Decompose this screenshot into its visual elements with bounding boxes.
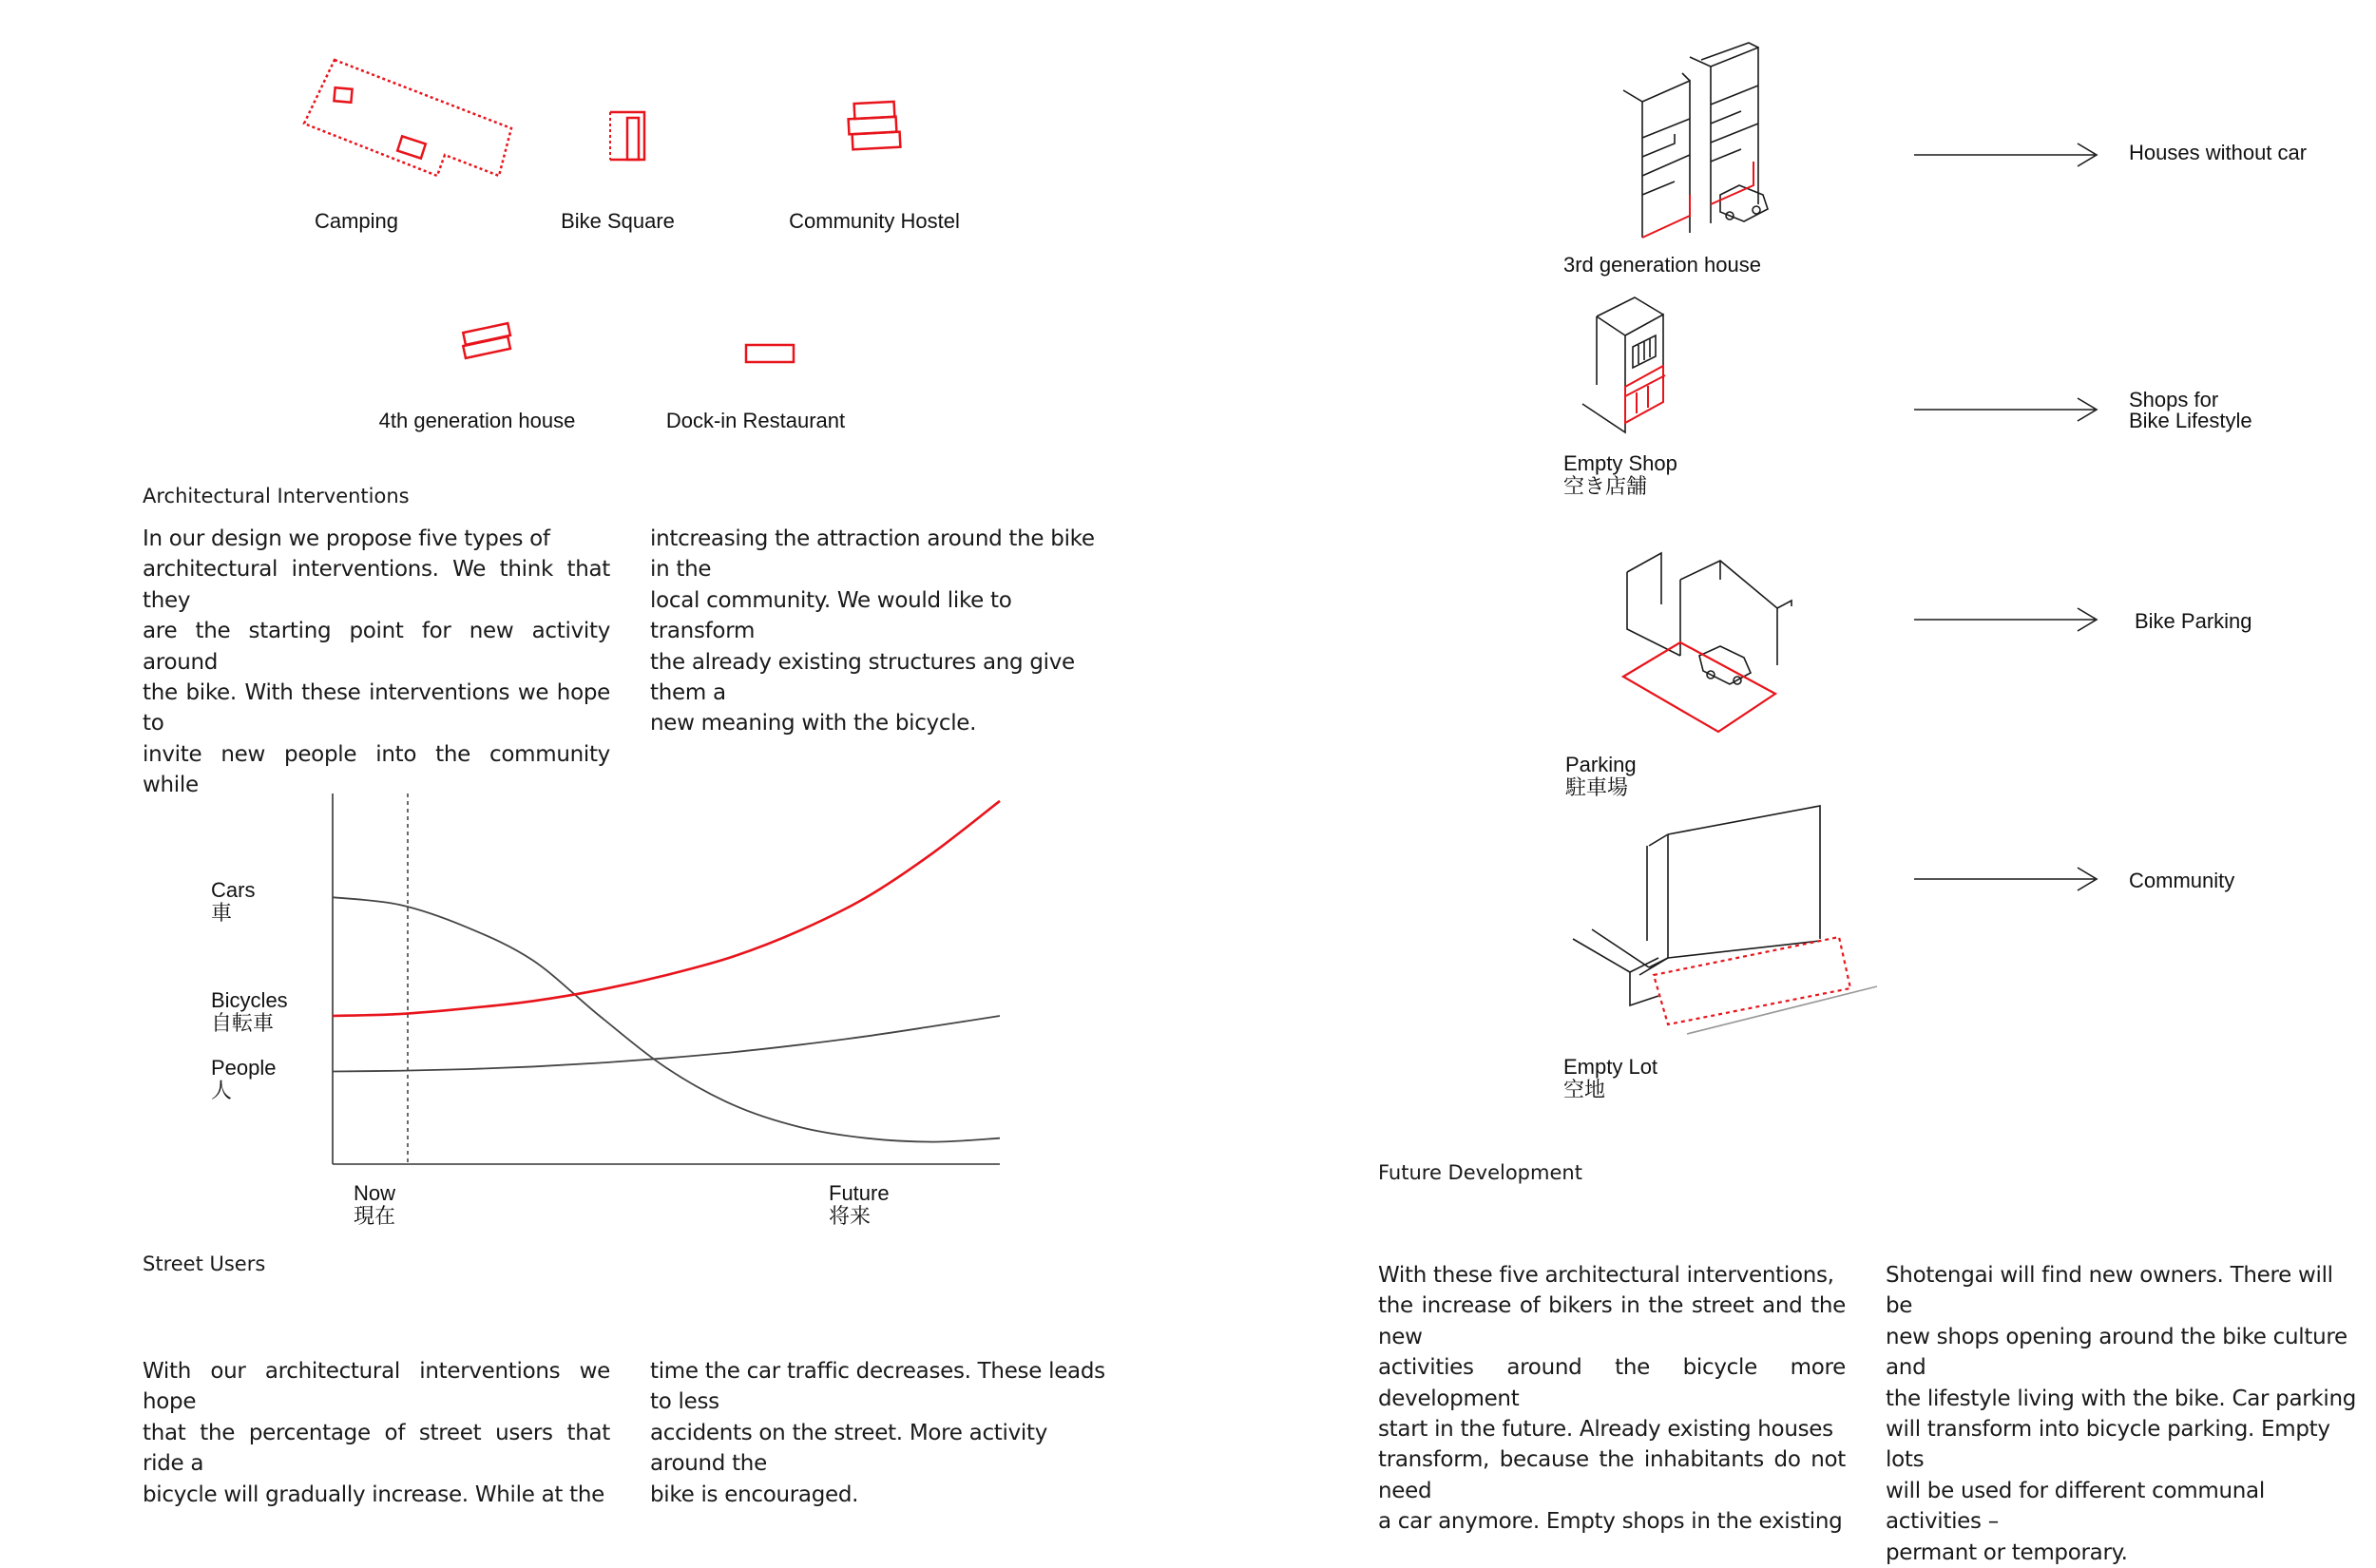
chart-series-line-bicycles [333, 801, 1000, 1016]
future-from-parking: Parking 駐車場 [1565, 753, 1637, 799]
future-to-houses-without-car: Houses without car [2129, 141, 2308, 164]
intervention-label-4th-gen-house: 4th generation house [378, 409, 576, 432]
future-text-col2: Shotengai will find new owners. There will be new shops opening around the bike culture and the lifestyle living with the bike. Car parking will transform into bicycle parking. Empty lots will be used for different communal activities – permant or temporary. [1886, 1263, 2357, 1565]
arrow-to-community [1914, 865, 2114, 893]
street-users-chart [0, 0, 1045, 1235]
future-to-bike-parking: Bike Parking [2135, 609, 2252, 633]
series-label-cars: Cars 車 [211, 878, 256, 925]
arrow-to-shops-for-bike-lifestyle [1914, 395, 2114, 424]
section-heading-street-users: Street Users [143, 1252, 266, 1275]
intervention-label-camping: Camping [314, 209, 399, 233]
arrow-to-bike-parking [1914, 605, 2114, 634]
intervention-label-dock-in-restaurant: Dock-in Restaurant [665, 409, 846, 432]
section-heading-future-development: Future Development [1378, 1161, 1582, 1184]
future-from-empty-lot: Empty Lot 空地 [1563, 1055, 1658, 1101]
x-label-future: Future 将来 [829, 1181, 890, 1228]
street-users-text-col2: time the car traffic decreases. These leads to less accidents on the street. More activity around the bike is encouraged. [650, 1359, 1105, 1507]
intervention-label-bike-square: Bike Square [561, 209, 675, 233]
parking-drawing [1616, 551, 1815, 741]
future-text-col1: With these five architectural interventions, the increase of bikers in the street and the new activities around the bicycle more development start in the future. Already existing houses transform, because the inhabitants do not need a car anymore. Empty shops in the existing [1378, 1263, 1846, 1535]
series-label-people: People 人 [211, 1056, 277, 1102]
street-users-text-col1: With our architectural interventions we hope that the percentage of street users that ride a bicycle will gradually increase. While at the [143, 1359, 610, 1507]
interventions-text-col1: In our design we propose five types of architectural interventions. We think that they are the starting point for new activity around the bike. With these interventions we hope to invite new people into the community while [143, 526, 610, 798]
section-heading-interventions: Architectural Interventions [143, 485, 410, 507]
series-label-bicycles: Bicycles 自転車 [211, 988, 288, 1035]
empty-shop-drawing [1587, 290, 1739, 442]
future-from-empty-shop: Empty Shop 空き店舗 [1563, 451, 1677, 498]
x-label-now: Now 現在 [354, 1181, 396, 1228]
future-to-community: Community [2129, 869, 2235, 892]
future-from-3rd-gen-house: 3rd generation house [1563, 253, 1761, 277]
future-to-shops-for-bike-lifestyle: Shops for Bike Lifestyle [2129, 388, 2252, 432]
interventions-text-col2: intcreasing the attraction around the bike in the local community. We would like to transform the already existing structures ang give them a new meaning with the bicycle. [650, 526, 1095, 736]
chart-series-line-cars [333, 897, 1000, 1141]
intervention-label-community-hostel: Community Hostel [789, 209, 960, 233]
third-gen-house-drawing [1616, 43, 1787, 247]
empty-lot-drawing [1573, 806, 1896, 1034]
chart-series-line-people [333, 1016, 1000, 1072]
arrow-to-houses-without-car [1914, 141, 2114, 169]
